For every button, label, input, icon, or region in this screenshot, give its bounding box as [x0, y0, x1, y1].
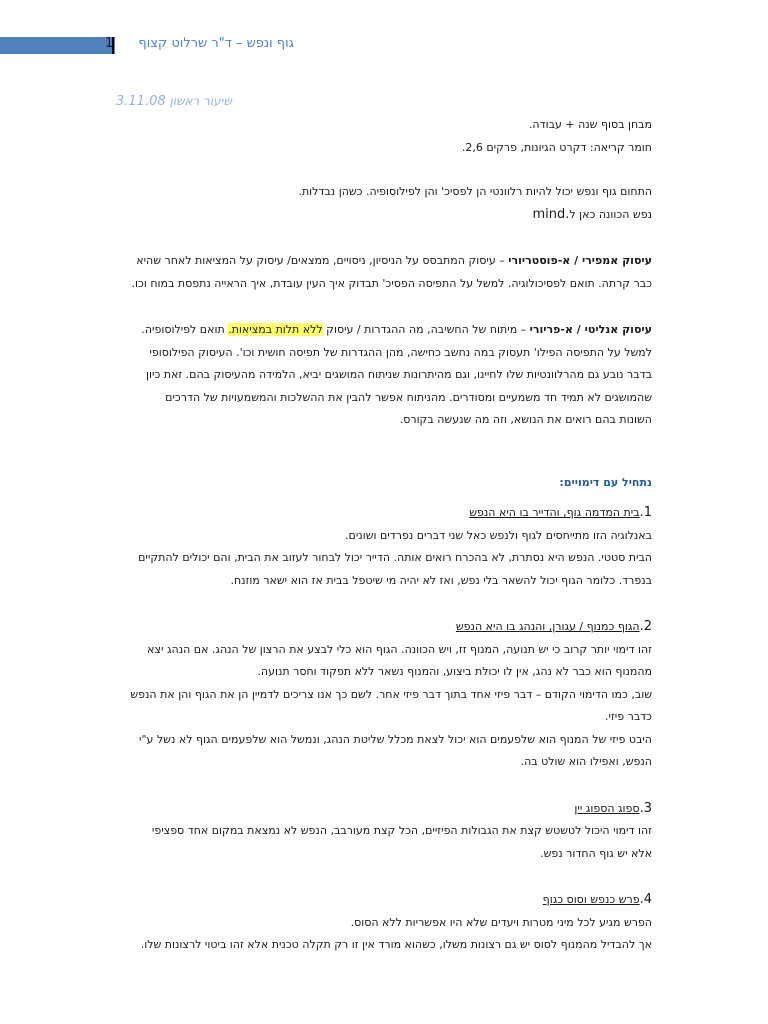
analytic-highlight: ללא תלות במציאות.: [228, 323, 323, 336]
analytic-term: עיסוק אנליטי / א-פריורי: [529, 323, 652, 336]
exam-line: מבחן בסוף שנה + עבודה.: [528, 118, 652, 131]
document-body: [130, 114, 652, 957]
imagery-item-heading: [130, 616, 652, 639]
reading-line: חומר קריאה: דקרט הגיונות, פרקים 2,6.: [461, 140, 652, 154]
mind-line: [130, 204, 652, 227]
lesson-date-line: [116, 94, 232, 109]
imagery-item: [130, 616, 652, 774]
empirical-term: עיסוק אמפירי / א-פוסטריורי: [508, 254, 652, 267]
page-number: 1: [105, 36, 114, 51]
imagery-item-number: 1.: [639, 505, 652, 520]
imagery-item-line: באנלוגיה הזו מתייחסים לגוף ולנפש כאל שני דברים נפרדים ושונים.: [345, 528, 652, 542]
imagery-item-title: הגוף כמנוף / עגורן, והנהג בו היא הנפש: [455, 620, 640, 633]
imagery-item-line: הבית סטטי. הנפש היא נסתרת, לא בהכרח רואים אותה. הדייר יכול לבחור לעזוב את הבית, והם יכולים להתקיים בנפרד. כלומר הגוף יכול להשאר בלי נפש, ואז לא יהיה מי שיטפל בבית אז הוא ישאר מוזנח.: [138, 551, 652, 587]
imagery-item-title: פרש כנפש וסוס כגוף: [542, 893, 640, 906]
imagery-item-number: 3.: [639, 800, 652, 816]
header-accent-bar: [0, 37, 115, 54]
imagery-item-heading: [130, 889, 652, 912]
imagery-item-title: ספוג הספוג יין: [574, 801, 640, 815]
imagery-item-line: זהו דימוי היכול לטשטש קצת את הגבולות הפיזיים, הכל קצת מעורבב, הנפש לא נמצאת במקום אחד ספציפי אלא יש גוף החדור נפש.: [151, 824, 652, 860]
imagery-list: [130, 502, 652, 957]
imagery-item: [130, 889, 652, 957]
analytic-paragraph: [130, 319, 652, 432]
mind-prefix: נפש הכוונה כאן ל: [569, 207, 652, 221]
imagery-item-number: 2.: [639, 619, 652, 634]
imagery-item: [130, 502, 652, 592]
imagery-item-heading: [130, 502, 652, 525]
document-header-title: גוף ונפש – ד"ר שרלוט קצוף: [138, 36, 294, 51]
empirical-paragraph: [130, 250, 652, 295]
imagery-item-line: זהו דימוי יותר קרוב כי יש תנועה, המנוף זז, ויש הכוונה. הגוף הוא כלי לבצע את הרצון של הנהג. אם הנהג יצא מהמנוף הוא כבר לא נהג, אין לו יכולת ביצוע, והמנוף נשאר ללא תפקוד וחסר תנועה.: [147, 642, 652, 678]
imagery-item-heading: [130, 798, 652, 821]
lesson-label: שיעור ראשון: [169, 94, 232, 108]
imagery-item-line: הפרש מגיע לכל מיני מטרות ויעדים שלא היו אפשריות ללא הסוס.: [350, 915, 652, 929]
imagery-item-line: אך להבדיל מהמנוף לסוס יש גם רצונות משלו, כשהוא מורד אין זו רק תקלה טכנית אלא זהו ביטוי לרצונות שלו.: [140, 938, 652, 951]
lesson-date: 3.11.08: [116, 94, 166, 109]
analytic-text-before: – מיתוח של החשיבה, מה ההגדרות / עיסוק: [322, 323, 530, 336]
imagery-item-number: 4.: [639, 892, 652, 907]
imagery-item-line: שוב, כמו הדימוי הקודם – דבר פיזי אחד בתוך דבר פיזי אחר. לשם כך אנו צריכים לדמיין הן את הגוף והן את הנפש כדבר פיזי.: [130, 687, 652, 723]
mind-word: mind.: [532, 206, 570, 222]
imagery-item-title: בית המדמה גוף, והדייר בו היא הנפש: [469, 506, 640, 519]
imagery-item: [130, 798, 652, 866]
empirical-text: – עיסוק המתבסס על הניסיון, ניסויים, ממצאים/ עיסוק על המציאות לאחר שהיא כבר קרתה. תואם לפסיכולוגיה. למשל על התפיסה הפסיכ' תבדוק איך העין עובדת, איך הראייה נתפסת במוח וכו.: [131, 254, 652, 290]
analytic-text-after: תואם לפילוסופיה. למשל על התפיסה הפילו' תעסוק במה נחשב כחישה, מהן ההגדרות של תפיסה חושית וכו'. העיסוק הפילוסופי בדבר נובע גם מהרלוונטיות שלו לחיינו, וגם מהיתרונות שניתוח המושגים יביא, הלמידה מהעיסוק בהם. זאת כיון שהמושגים לא תמיד חד משמעיים ומסודרים. מהניתוח אפשר להבין את ההשלכות והמשמעויות של הדרכים השונות בהם רואים את הנושא, וזה מה שנעשה בקורס.: [141, 323, 652, 426]
imagery-item-line: היבט פיזי של המנוף הוא שלפעמים הוא יכול לצאת מכלל שליטת הנהג, ונמשל הוא שלפעמים הגוף לא נשל ע"י הנפש, ואפילו הוא שולט בה.: [139, 732, 652, 768]
imagery-heading: נתחיל עם דימויים:: [559, 475, 652, 489]
field-line: התחום גוף ונפש יכול להיות רלוונטי הן לפסיכ' והן לפילוסופיה. כשהן נבדלות.: [298, 185, 652, 198]
